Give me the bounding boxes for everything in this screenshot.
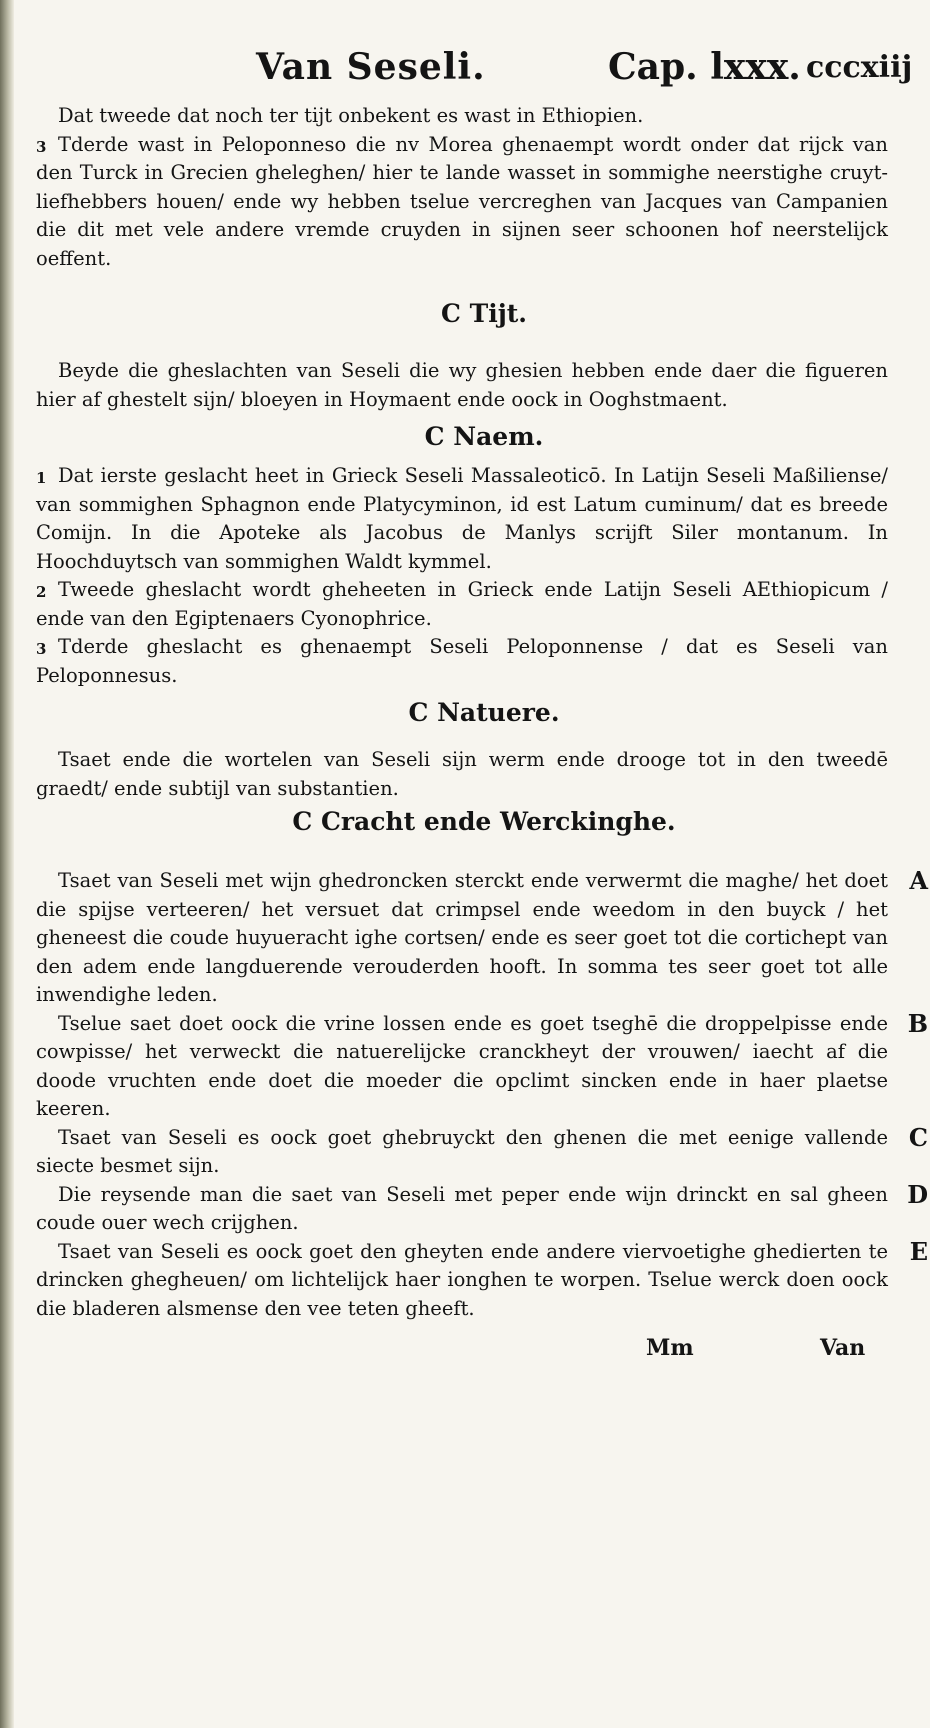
paragraph xyxy=(30,1236,928,1324)
margin-number: 3 xyxy=(36,640,47,658)
paragraph xyxy=(30,357,888,414)
book-page xyxy=(30,40,928,1375)
paragraph-text: Beyde die gheslachten van Seseli die wy ghesien hebben ende daer die figueren hier af ghestelt sijn/ bloeyen in Hoymaent ende oock in Ooghstmaent. xyxy=(36,359,888,411)
paragraph-text: Tsaet van Seseli met wijn ghedroncken sterckt ende verwermt die maghe/ het doet die spijse verteeren/ het versuet dat crimpsel ende weedom in den buyck / het gheneest die coude huyueracht ighe cortsen/ ende es seer goet tot die cortichept van den adem ende langduerende verouderden hooft. In somma tes seer goet tot alle inwendighe leden. xyxy=(36,869,888,1006)
paragraph-text: Tderde gheslacht es ghenaempt Seseli Peloponnense / dat es Seseli van Peloponnesus. xyxy=(36,635,888,687)
side-letter: B xyxy=(907,1008,928,1038)
paragraph xyxy=(30,633,888,690)
side-letter: E xyxy=(909,1236,928,1266)
paragraph xyxy=(30,1179,928,1238)
margin-number: 1 xyxy=(36,469,47,487)
section-heading-tijt: C Tijt. xyxy=(441,299,527,328)
paragraph-text: Tsaet van Seseli es oock goet den gheyten ende andere viervoetighe ghedierten te drincken ghegheuen/ om lichtelijck haer ionghen te worpen. Tselue werck doen oock die bladeren alsmense den vee teten gheeft. xyxy=(36,1239,888,1320)
chapter-number: Cap. lxxx. xyxy=(608,46,801,88)
signature-mark: Mm xyxy=(646,1335,694,1361)
side-letter: A xyxy=(909,866,928,895)
section-heading-cracht: C Cracht ende Werckinghe. xyxy=(292,807,676,836)
catchword-line xyxy=(30,1335,898,1375)
paragraph-text: Tselue saet doet oock die vrine lossen ende es goet tseghē die droppelpisse ende cowpisse/ het verweckt die natuerelijcke cranckheyt der vrouwen/ iaecht af die doode vruchten ende doet die moeder die opclimt sincken ende in haer plaetse keeren. xyxy=(36,1011,888,1120)
paragraph xyxy=(30,462,888,576)
paragraph-text: Dat tweede dat noch ter tijt onbekent es wast in Ethiopien. xyxy=(58,104,644,127)
paragraph xyxy=(30,1008,928,1124)
intro-block xyxy=(30,102,898,273)
running-header xyxy=(30,40,913,102)
paragraph xyxy=(30,576,888,633)
folio-number: cccxiij xyxy=(806,50,913,85)
paragraph xyxy=(30,1122,928,1181)
paragraph-text: Tweede gheslacht wordt gheheeten in Grieck ende Latijn Seseli AEthiopicum / ende van den Egiptenaers Cyonophrice. xyxy=(36,578,888,630)
paragraph xyxy=(30,746,888,803)
section-heading-naem: C Naem. xyxy=(424,422,544,451)
paragraph-text: Dat ierste geslacht heet in Grieck Seseli Massaleoticō. In Latijn Seseli Maßiliense/ van sommighen Sphagnon ende Platycyminon, id est Latum cuminum/ dat es breede Comijn. In die Apoteke als Jacobus de Manlys scrijft Siler montanum. In Hoochduytsch van sommighen Waldt kymmel. xyxy=(36,464,888,573)
paragraph-text: Die reysende man die saet van Seseli met peper ende wijn drinckt en sal gheen coude ouer wech crijghen. xyxy=(36,1182,888,1234)
section-heading-natuere: C Natuere. xyxy=(408,698,560,727)
side-letter: D xyxy=(907,1179,928,1209)
margin-number: 2 xyxy=(36,583,47,601)
paragraph-text: Tsaet ende die wortelen van Seseli sijn werm ende drooge tot in den tweedē graedt/ ende subtijl van substantien. xyxy=(36,748,888,800)
side-letter: C xyxy=(908,1122,928,1152)
page-gutter xyxy=(0,0,14,1728)
paragraph xyxy=(30,866,928,1010)
running-title: Van Seseli. xyxy=(256,46,486,88)
paragraph-text: Tsaet van Seseli es oock goet ghebruyckt den ghenen die met eenige vallende siecte besmet sijn. xyxy=(36,1125,888,1177)
paragraph xyxy=(30,131,888,274)
paragraph xyxy=(30,102,888,131)
margin-number: 3 xyxy=(36,137,47,156)
paragraph-text: Tderde wast in Peloponneso die nv Morea ghenaempt wordt onder dat rijck van den Turck in Grecien gheleghen/ hier te lande wasset in sommighe neerstighe cruyt-liefhebbers houen/ ende wy hebben tselue vercreghen van Jacques van Campanien die dit met vele andere vremde cruyden in sijnen seer schoonen hof neerstelijck oeffent. xyxy=(36,132,888,270)
catchword: Van xyxy=(820,1335,866,1361)
